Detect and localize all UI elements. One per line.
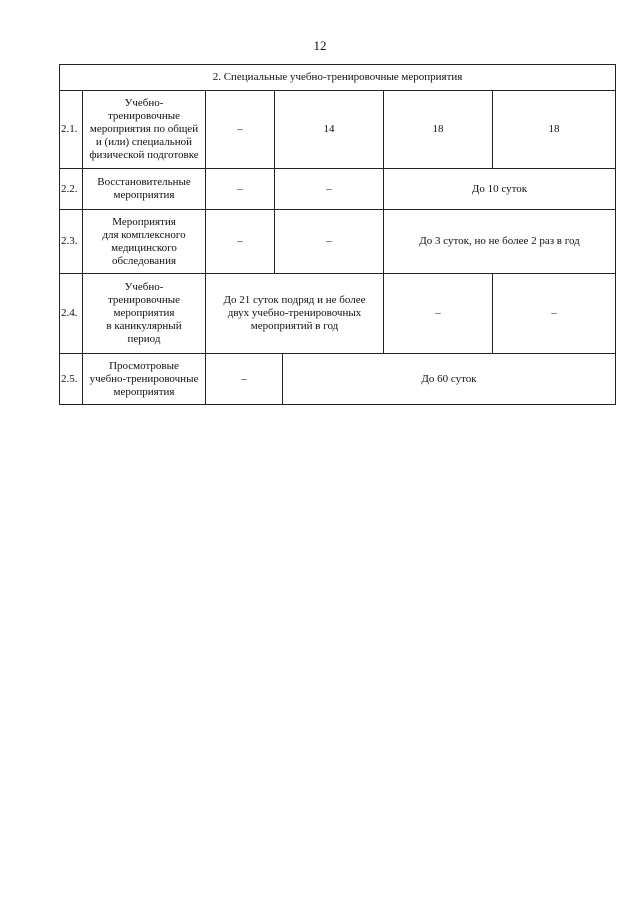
row-name-line: в каникулярный: [106, 320, 182, 332]
row-number: 2.5.: [60, 354, 83, 405]
row-name-line: тренировочные: [107, 294, 181, 306]
table-row: [60, 210, 616, 274]
row-name-line: Мероприятия: [112, 215, 176, 228]
cell-value: 14: [275, 91, 384, 169]
row-name-line: физической подготовке: [89, 149, 199, 161]
cell-value: –: [206, 210, 275, 274]
row-name-line: Восстановительные: [97, 176, 191, 188]
row-name-line: для комплексного: [102, 228, 186, 241]
row-name: [83, 354, 206, 405]
row-name-line: обследования: [111, 254, 177, 267]
row-number: 2.2.: [60, 169, 83, 210]
cell-value: –: [493, 274, 616, 354]
merged-cell-line: До 21 суток подряд и не более: [223, 294, 366, 306]
table-row: [60, 354, 616, 405]
row-name-line: Просмотровые: [109, 359, 179, 372]
row-name-line: мероприятия по общей: [89, 123, 199, 135]
cell-value: 18: [384, 91, 493, 169]
section-title: 2. Специальные учебно-тренировочные мероприятия: [60, 65, 616, 91]
row-number: 2.1.: [60, 91, 83, 169]
cell-value: –: [275, 169, 384, 210]
row-name-line: медицинского: [111, 241, 177, 254]
table-row: [60, 169, 616, 210]
schedule-table-container: [59, 64, 615, 405]
row-name-line: тренировочные: [107, 110, 181, 122]
merged-cell: До 3 суток, но не более 2 раз в год: [384, 210, 616, 274]
cell-value: –: [206, 91, 275, 169]
page-number: 12: [313, 38, 327, 53]
schedule-table: [59, 64, 616, 405]
merged-cell-line: мероприятий в год: [250, 320, 339, 332]
row-number: 2.4.: [60, 274, 83, 354]
cell-value: 18: [493, 91, 616, 169]
cell-value: –: [206, 169, 275, 210]
row-number: 2.3.: [60, 210, 83, 274]
merged-cell-line: двух учебно-тренировочных: [227, 307, 362, 319]
row-name-line: мероприятия: [113, 307, 175, 319]
merged-cell: До 60 суток: [283, 354, 616, 405]
cell-value: –: [384, 274, 493, 354]
merged-cell: [206, 274, 384, 354]
row-name-line: мероприятия: [113, 189, 175, 201]
table-row: [60, 91, 616, 169]
row-name-line: учебно-тренировочные: [89, 372, 199, 385]
row-name-line: мероприятия: [113, 385, 175, 398]
cell-value: –: [275, 210, 384, 274]
cell-value: –: [206, 354, 283, 405]
row-name-line: Учебно-: [124, 281, 164, 293]
row-name-line: и (или) специальной: [95, 136, 193, 148]
row-name-line: период: [127, 333, 161, 345]
row-name-line: Учебно-: [124, 97, 164, 109]
row-name: [83, 91, 206, 169]
row-name: [83, 169, 206, 210]
row-name: [83, 274, 206, 354]
table-row: [60, 274, 616, 354]
merged-cell: До 10 суток: [384, 169, 616, 210]
row-name: [83, 210, 206, 274]
section-header-row: [60, 65, 616, 91]
